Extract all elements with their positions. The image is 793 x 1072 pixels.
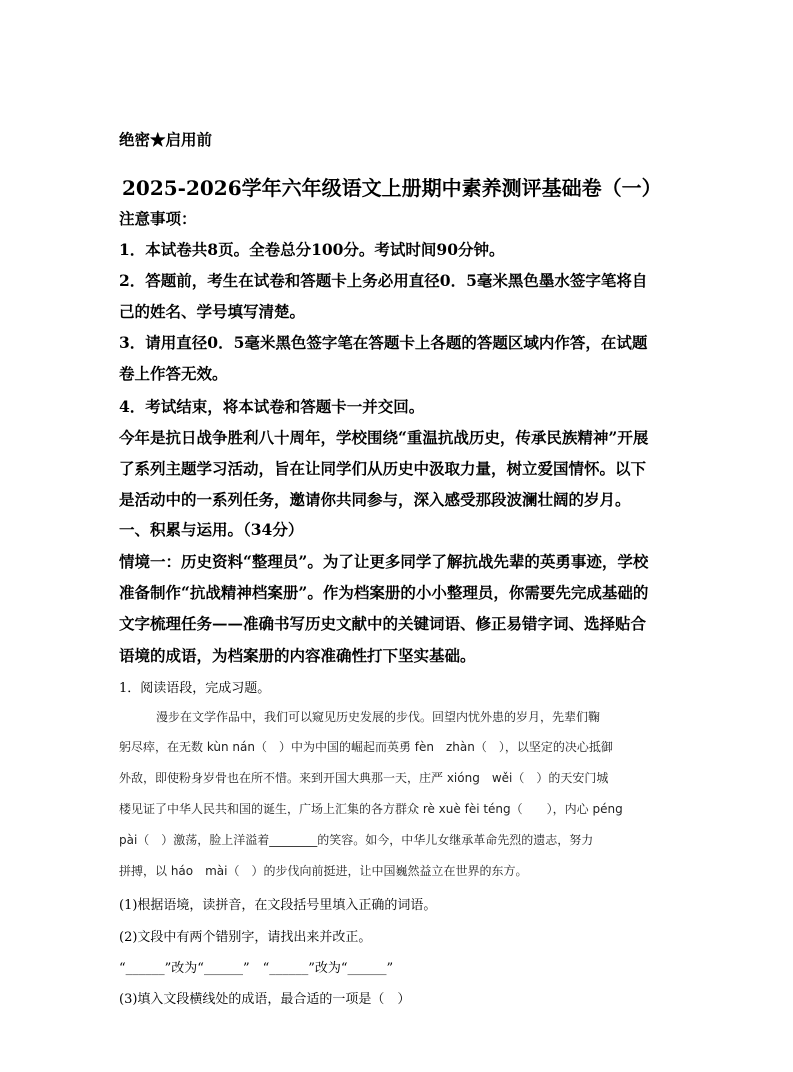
note-line: 己的姓名、学号填写清楚。 [119,302,306,321]
note-line: 1．本试卷共8页。全卷总分100分。考试时间90分钟。 [119,240,505,259]
scenario-line: 准备制作“抗战精神档案册”。作为档案册的小小整理员，你需要先完成基础的 [119,583,649,602]
sub-question: (2)文段中有两个错别字，请找出来并改正。 [119,930,372,945]
question-stem: 1．阅读语段，完成习题。 [119,681,271,696]
note-line: 3．请用直径0．5毫米黑色签字笔在答题卡上各题的答题区域内作答，在试题 [119,333,648,352]
answer-blanks: “______”改为“______” “______”改为“______” [119,961,394,976]
note-line: 卷上作答无效。 [119,364,228,383]
passage-line: 漫步在文学作品中，我们可以窥见历史发展的步伐。回望内忧外患的岁月，先辈们鞠 [156,710,601,724]
secret-label: 绝密★启用前 [119,130,213,149]
section-heading: 一、积累与运用。（34分） [119,520,304,539]
scenario-line: 文字梳理任务——准确书写历史文献中的关键词语、修正易错字词、选择贴合 [119,614,647,633]
intro-line: 是活动中的一系列任务，邀请你共同参与，深入感受那段波澜壮阔的岁月。 [119,490,631,509]
intro-line: 今年是抗日战争胜利八十周年，学校围绕“重温抗战历史，传承民族精神”开展 [119,428,649,447]
passage-line: 拼搏，以 háo mài（ ）的步伐向前挺进，让中国巍然益立在世界的东方。 [119,864,528,878]
passage-line: 躬尽瘁，在无数 kùn nán（ ）中为中国的崛起而英勇 fèn zhàn（ ），以坚定的决心抵御 [119,740,613,754]
note-line: 4．考试结束，将本试卷和答题卡一并交回。 [119,397,425,416]
passage-line: pài（ ）激荡，脸上洋溢着________的笑容。如今，中华儿女继承革命先烈的遗志，努力 [119,833,594,847]
scenario-line: 情境一：历史资料“整理员”。为了让更多同学了解抗战先辈的英勇事迹，学校 [119,552,649,571]
note-line: 2．答题前，考生在试卷和答题卡上务必用直径0．5毫米黑色墨水签字笔将自 [119,271,648,290]
sub-question: (1)根据语境，读拼音，在文段括号里填入正确的词语。 [119,898,437,913]
page-title: 2025-2026学年六年级语文上册期中素养测评基础卷（一） [122,176,662,200]
passage-line: 外敌，即使粉身岁骨也在所不惜。来到开国大典那一天，庄严 xióng wěi（ ）的天安门城 [119,771,609,785]
scenario-line: 语境的成语，为档案册的内容准确性打下坚实基础。 [119,646,476,665]
sub-question: (3)填入文段横线处的成语，最合适的一项是（ ） [119,992,411,1007]
intro-line: 了系列主题学习活动，旨在让同学们从历史中汲取力量，树立爱国情怀。以下 [119,459,647,478]
passage-line: 楼见证了中华人民共和国的诞生，广场上汇集的各方群众 rè xuè fèi téng（ ），内心 péng [119,802,623,816]
notes-heading: 注意事项： [119,209,197,228]
